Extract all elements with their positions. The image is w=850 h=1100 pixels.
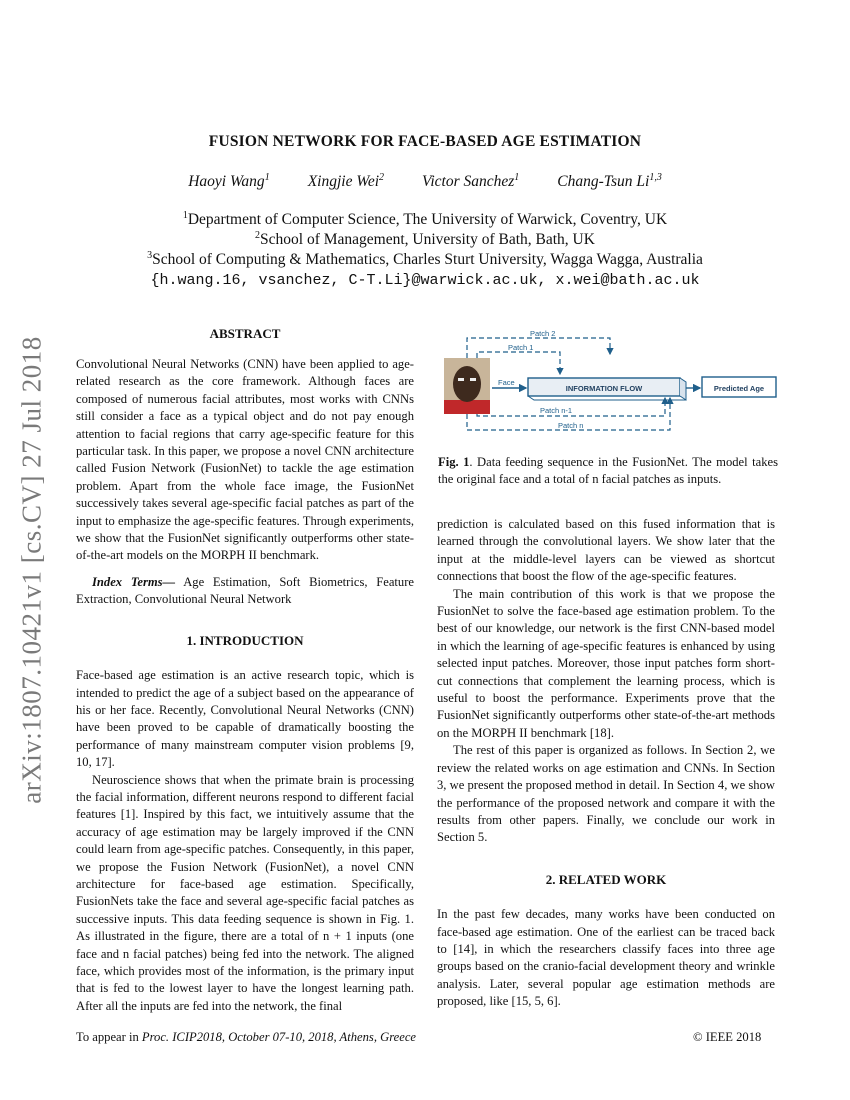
affiliation: $^1$Department of Computer Science, The University of Warwick, Coventry, UK <box>182 210 668 229</box>
related-work-paragraph: In the past few decades, many works have been conducted on face-based age estimation. One of the earliest can be traced back to [14], in which the researchers classify faces into three age groups based on the cranio-facial development theory and wrinkle analysis. Later, several popular age estimation methods are proposed, like [15, 5, 6]. <box>437 907 775 1009</box>
abstract-text: Convolutional Neural Networks (CNN) have been applied to age-related research as the core framework. Although faces are composed of numerous facial attributes, most works with CNNs still consider a face as a typical object and do not pay enough attention to facial regions that carry age-specific feature for this particular task. In this paper, we propose a novel CNN architecture called Fusion Network (FusionNet) to tackle the age estimation problem. Apart from the whole face image, the FusionNet successively takes several age-specific facial patches as part of the input to emphasize the age-specific features. Through experiments, we show that the FusionNet significantly outperforms other state-of-the-art models on the MORPH II benchmark. <box>76 357 414 563</box>
patch-2-label: Patch 2 <box>530 329 556 338</box>
face-photo <box>444 358 490 414</box>
face-label: Face <box>498 378 515 387</box>
contribution-paragraph: The main contribution of this work is that we propose the FusionNet to solve the face-based age estimation problem. To the best of our knowledge, our network is the first CNN-based model in which the learning of age-specific features is enhanced by using selected input patches. Moreover, those input patches form short-cut connections that complement the learning process, which is useful to boost the performance. Experiments prove that the FusionNet significantly outperforms other state-of-the-art methods on the MORPH II benchmark [18]. <box>437 586 775 740</box>
abstract-heading: ABSTRACT <box>209 326 281 341</box>
index-terms: Index Terms— Age Estimation, Soft Biometrics, Feature Extraction, Convolutional Neural Network <box>76 574 414 607</box>
patch-n-label: Patch n <box>558 421 584 430</box>
organization-paragraph: The rest of this paper is organized as follows. In Section 2, we review the related works on age estimation and CNNs. In Section 3, we present the proposed method in detail. In Section 4, we show the performance of the proposed network and compare it with the results from other papers. Finally, we conclude our work in Section 5. <box>437 743 775 845</box>
venue-footer: To appear in Proc. ICIP2018, October 07-10, 2018, Athens, Greece <box>76 1030 417 1044</box>
intro-paragraph: prediction is calculated based on this fused information that is learned through the convolutional layers. We show later that the input at the middle-level layers can be viewed as shortcut connections that boost the flow of the age-specific features. <box>437 517 775 584</box>
author: Chang-Tsun Li$^{1,3}$ <box>557 172 662 191</box>
author: Haoyi Wang$^1$ <box>188 172 270 191</box>
affiliation: $^2$School of Management, University of Bath, Bath, UK <box>255 230 595 249</box>
arxiv-identifier: arXiv:1807.10421v1 [cs.CV] 27 Jul 2018 <box>16 336 47 804</box>
email-addresses: {h.wang.16, vsanchez, C-T.Li}@warwick.ac.uk, x.wei@bath.ac.uk <box>150 272 700 289</box>
section-heading-related-work: 2. RELATED WORK <box>545 871 667 887</box>
predicted-age-label: Predicted Age <box>713 384 765 393</box>
author-list <box>0 172 850 191</box>
intro-paragraph: Face-based age estimation is an active research topic, which is intended to predict the age of a subject based on the appearance of his or her face. Recently, Convolutional Neural Networks (CNN) have been proved to be capable of dramatically boosting the performance of many mainstream computer vision problems [9, 10, 17]. <box>76 668 414 770</box>
figure-1 <box>440 328 780 438</box>
author: Xingjie Wei$^2$ <box>307 172 385 191</box>
right-column <box>437 516 775 1011</box>
author: Victor Sanchez$^1$ <box>422 172 520 191</box>
section-heading-introduction: 1. INTRODUCTION <box>186 632 304 648</box>
patch-1-label: Patch 1 <box>508 343 534 352</box>
paper-title: FUSION NETWORK FOR FACE-BASED AGE ESTIMATION <box>208 133 642 150</box>
left-column <box>76 356 414 1015</box>
figure-1-diagram <box>440 328 780 438</box>
affiliation: $^3$School of Computing & Mathematics, Charles Sturt University, Wagga Wagga, Australia <box>147 250 703 269</box>
patch-n-minus-1-label: Patch n-1 <box>540 406 573 415</box>
intro-paragraph: Neuroscience shows that when the primate brain is processing the facial information, different neurons respond to different facial features [1]. Inspired by this fact, we intuitively assume that the accuracy of age estimation may be largely improved if the CNN could learn from age-specific patches. Consequently, in this paper, we propose the Fusion Network (FusionNet), a novel CNN architecture for face-based age estimation. Specifically, FusionNets take the face and several age-specific facial patches as successive inputs. This data feeding sequence is shown in Fig. 1. As illustrated in the figure, there are a total of n + 1 inputs (one face and n facial patches) being fed into the network. The aligned face, which provides most of the information, is the primary input that is fed to the lowest layer to have the longest learning path. After all the inputs are fed into the network, the final <box>76 772 414 1013</box>
figure-1-caption: Fig. 1. Data feeding sequence in the FusionNet. The model takes the original face and a total of n facial patches as inputs. <box>438 455 778 487</box>
information-flow-label: INFORMATION FLOW <box>565 384 643 393</box>
copyright-footer: © IEEE 2018 <box>693 1030 762 1044</box>
